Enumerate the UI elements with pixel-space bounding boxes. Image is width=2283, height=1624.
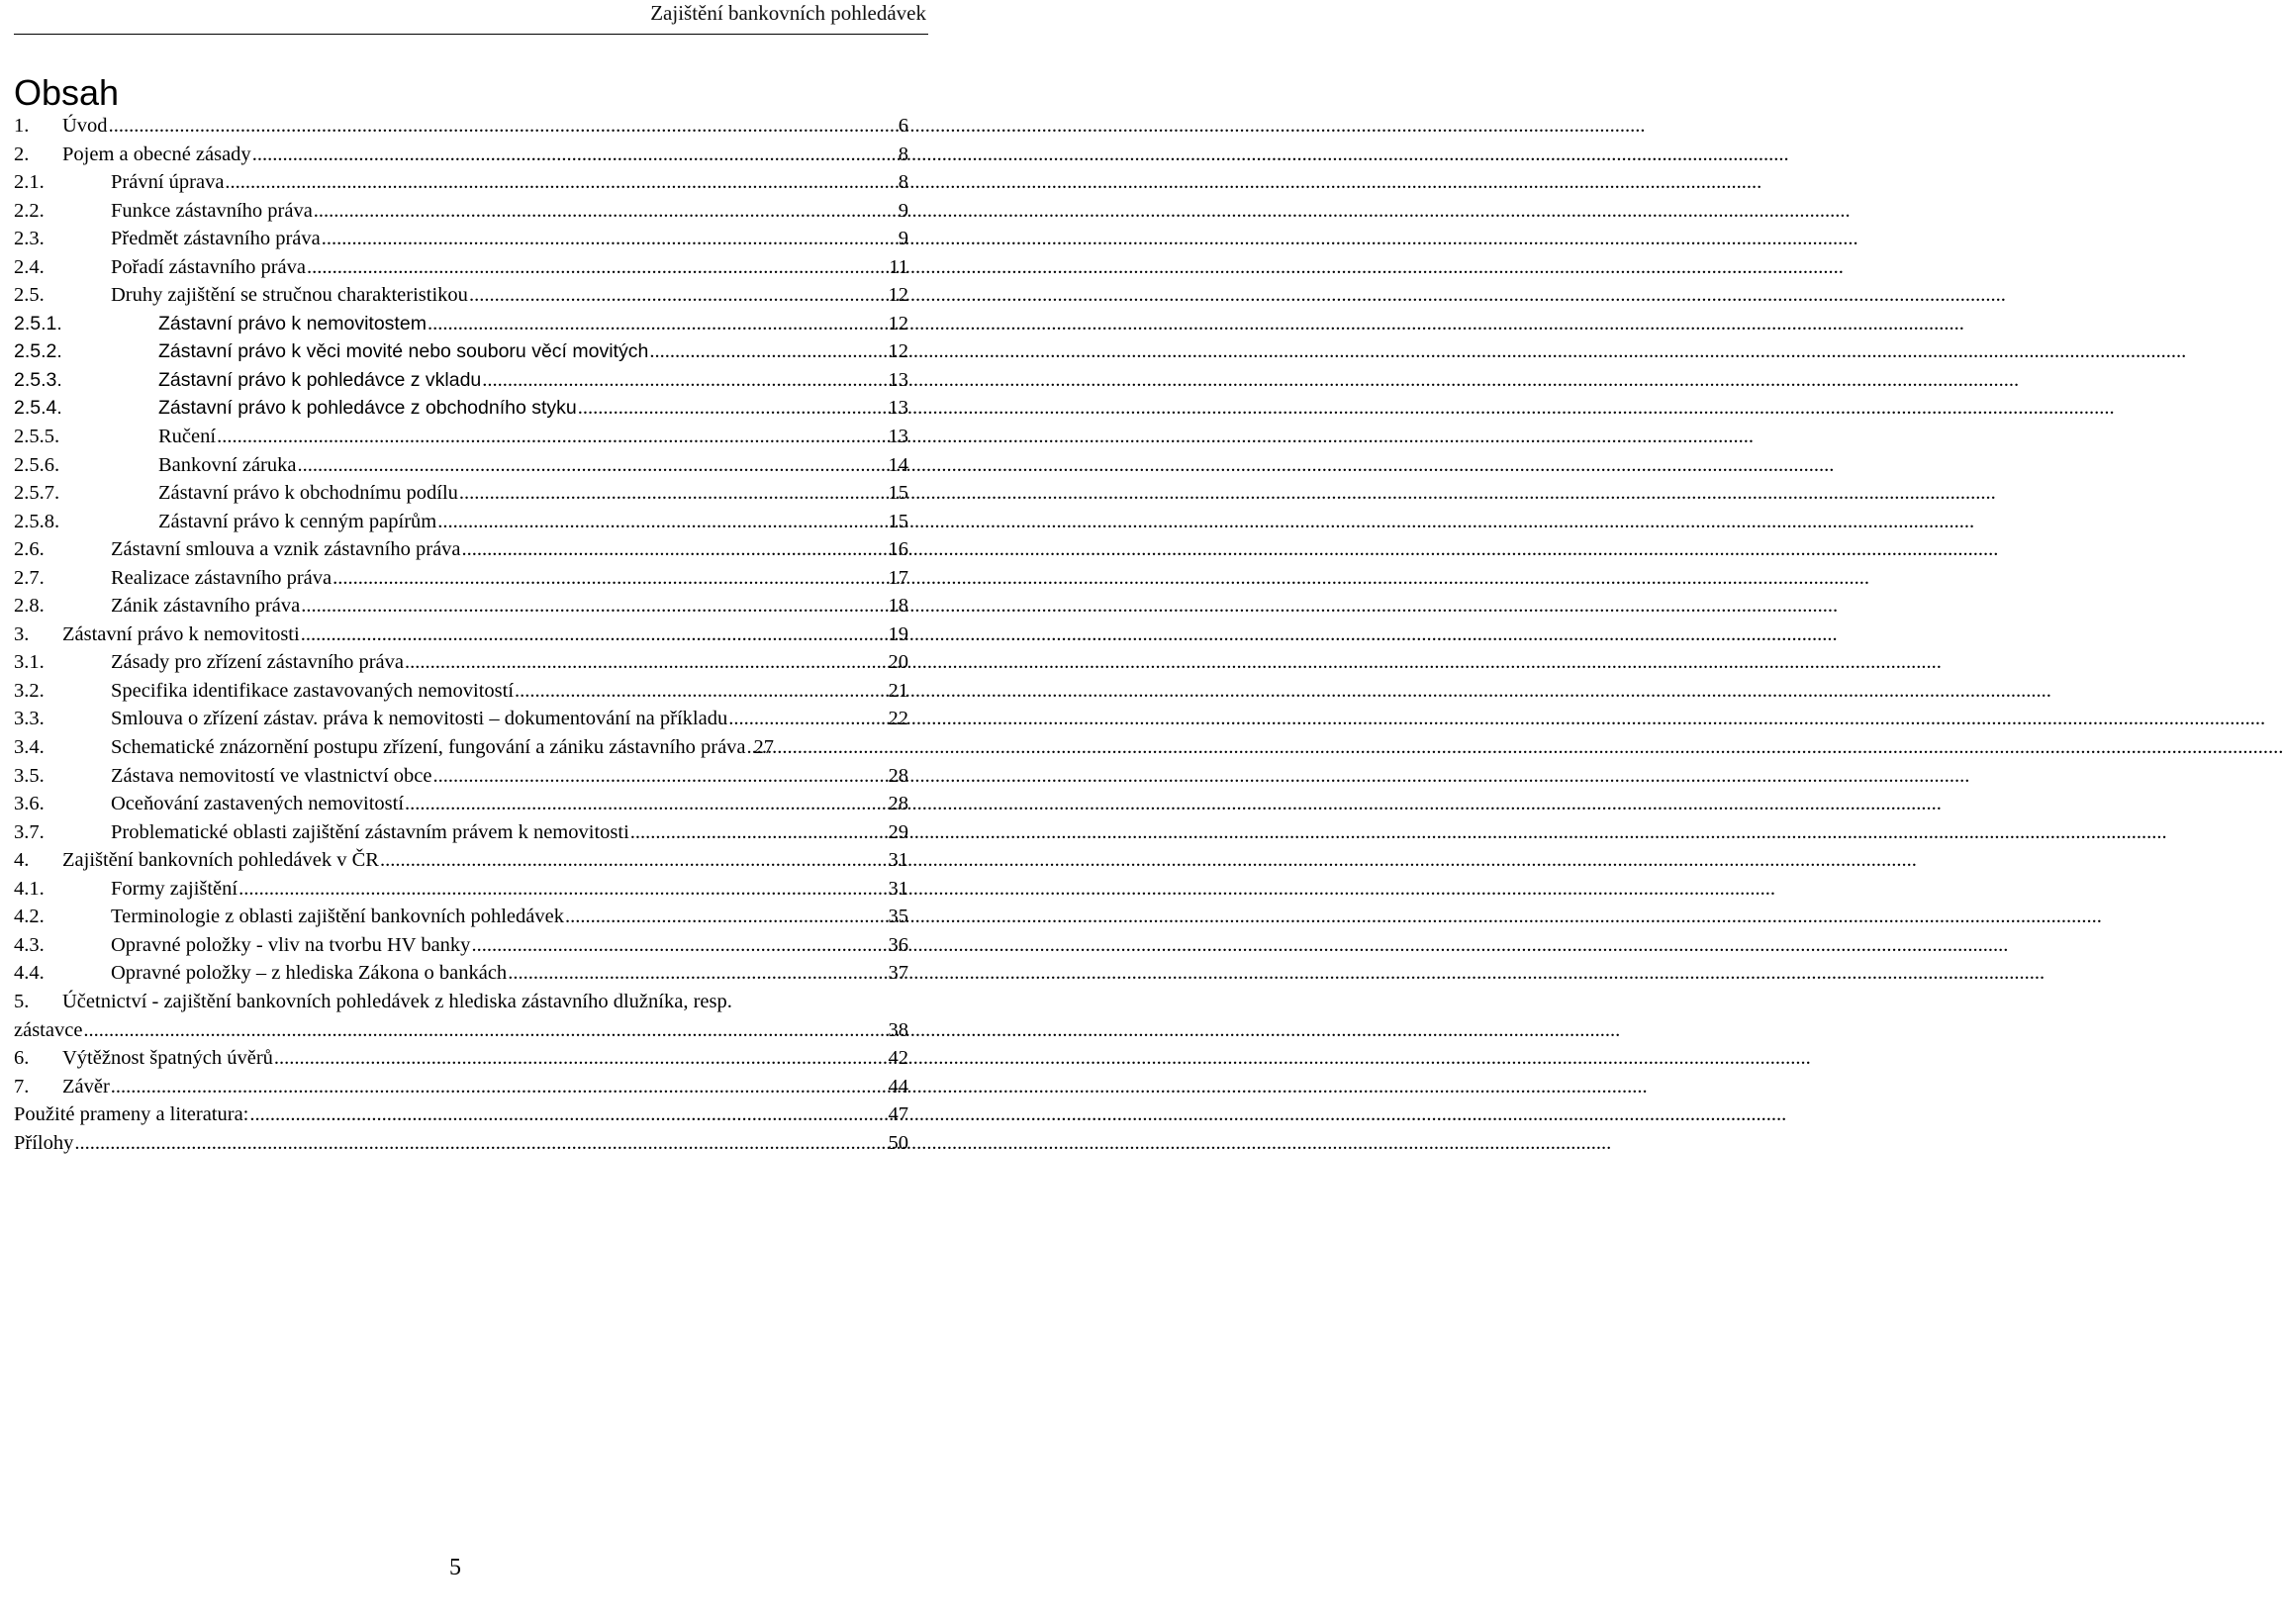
table-of-contents: [14, 112, 908, 1157]
toc-entry[interactable]: 7. Závěr ..... 44: [14, 1073, 908, 1101]
toc-entry[interactable]: 3. Zástavní právo k nemovitosti ..... 19: [14, 621, 908, 649]
toc-entry[interactable]: 2.5.2. Zástavní právo k věci movité nebo souboru věcí movitých ..... 12: [14, 337, 908, 366]
toc-entry[interactable]: 2.5.1. Zástavní právo k nemovitostem ..... 12: [14, 310, 908, 338]
toc-entry[interactable]: 2.5.4. Zástavní právo k pohledávce z obchodního styku ..... 13: [14, 394, 908, 423]
toc-entry[interactable]: 2.5.6. Bankovní záruka ..... 14: [14, 451, 908, 480]
toc-entry[interactable]: 3.7. Problematické oblasti zajištění zástavním právem k nemovitosti ..... 29: [14, 818, 908, 847]
toc-entry[interactable]: 2.7. Realizace zástavního práva ..... 17: [14, 564, 908, 593]
toc-entry[interactable]: 2.4. Pořadí zástavního práva ..... 11: [14, 253, 908, 282]
toc-entry[interactable]: 2.6. Zástavní smlouva a vznik zástavního práva ..... 16: [14, 535, 908, 564]
toc-entry[interactable]: 2.5.8. Zástavní právo k cenným papírům ..... 15: [14, 508, 908, 536]
running-header: Zajištění bankovních pohledávek: [650, 1, 926, 25]
toc-entry[interactable]: Použité prameny a literatura: ..... 47: [14, 1100, 908, 1129]
toc-entry[interactable]: 2.5.5. Ručení ..... 13: [14, 423, 908, 451]
toc-entry[interactable]: 5. Účetnictví - zajištění bankovních pohledávek z hlediska zástavního dlužníka, resp. zástavce ..... 38: [14, 988, 908, 1044]
toc-entry[interactable]: 2.8. Zánik zástavního práva ..... 18: [14, 592, 908, 621]
toc-entry[interactable]: 2. Pojem a obecné zásady ..... 8: [14, 141, 908, 169]
toc-entry[interactable]: 4.3. Opravné položky - vliv na tvorbu HV banky ..... 36: [14, 931, 908, 960]
toc-entry[interactable]: 1. Úvod ..... 6: [14, 112, 908, 141]
toc-entry[interactable]: 3.1. Zásady pro zřízení zástavního práva ..... 20: [14, 648, 908, 677]
toc-entry[interactable]: 3.6. Oceňování zastavených nemovitostí ..... 28: [14, 790, 908, 818]
toc-entry[interactable]: 4.1. Formy zajištění ..... 31: [14, 875, 908, 904]
toc-entry[interactable]: 4.2. Terminologie z oblasti zajištění bankovních pohledávek ..... 35: [14, 903, 908, 931]
toc-entry[interactable]: 2.1. Právní úprava ..... 8: [14, 168, 908, 197]
toc-entry[interactable]: 2.5.7. Zástavní právo k obchodnímu podílu ..... 15: [14, 479, 908, 508]
header-rule: [14, 34, 928, 35]
toc-entry[interactable]: 2.5. Druhy zajištění se stručnou charakteristikou ..... 12: [14, 281, 908, 310]
toc-entry[interactable]: 4. Zajištění bankovních pohledávek v ČR ..... 31: [14, 846, 908, 875]
toc-entry[interactable]: 2.2. Funkce zástavního práva ..... 9: [14, 197, 908, 226]
toc-entry[interactable]: Přílohy ..... 50: [14, 1129, 908, 1158]
toc-entry[interactable]: 6. Výtěžnost špatných úvěrů ..... 42: [14, 1044, 908, 1073]
toc-entry[interactable]: 2.3. Předmět zástavního práva ..... 9: [14, 225, 908, 253]
toc-entry[interactable]: 3.3. Smlouva o zřízení zástav. práva k nemovitosti – dokumentování na příkladu ..... 22: [14, 705, 908, 733]
toc-entry[interactable]: 4.4. Opravné položky – z hlediska Zákona o bankách ..... 37: [14, 959, 908, 988]
toc-entry[interactable]: 3.2. Specifika identifikace zastavovaných nemovitostí ..... 21: [14, 677, 908, 706]
toc-title: Obsah: [14, 72, 120, 113]
toc-entry[interactable]: 3.5. Zástava nemovitostí ve vlastnictví obce ..... 28: [14, 762, 908, 791]
page-number: 5: [449, 1555, 461, 1580]
toc-entry[interactable]: 2.5.3. Zástavní právo k pohledávce z vkladu ..... 13: [14, 366, 908, 395]
toc-entry[interactable]: 3.4. Schematické znázornění postupu zřízení, fungování a zániku zástavního práva ..... 27: [14, 733, 908, 762]
